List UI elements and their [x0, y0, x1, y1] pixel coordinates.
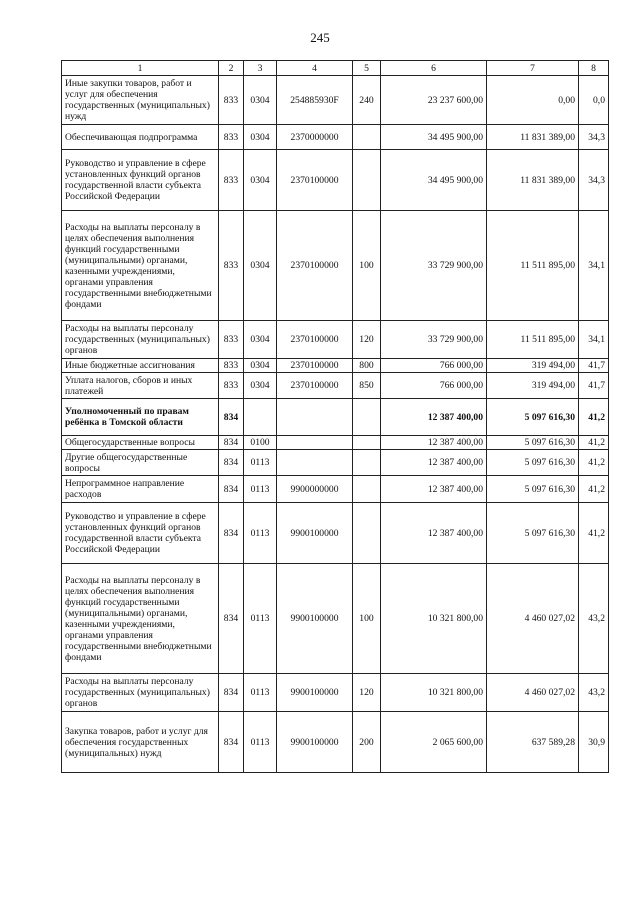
table-row — [62, 321, 609, 359]
cell-admin-code: 833 — [219, 211, 244, 321]
cell-section-code: 0304 — [244, 150, 277, 211]
cell-percent: 43,2 — [579, 674, 609, 712]
cell-target-article — [277, 436, 353, 450]
cell-admin-code: 834 — [219, 399, 244, 436]
page-number: 245 — [310, 30, 330, 45]
cell-section-code: 0304 — [244, 125, 277, 150]
cell-actual-amount: 11 511 895,00 — [487, 211, 579, 321]
cell-admin-code: 833 — [219, 125, 244, 150]
cell-target-article: 2370100000 — [277, 373, 353, 399]
cell-plan-amount: 10 321 800,00 — [381, 564, 487, 674]
cell-actual-amount: 11 511 895,00 — [487, 321, 579, 359]
cell-plan-amount: 12 387 400,00 — [381, 503, 487, 564]
cell-admin-code: 834 — [219, 564, 244, 674]
cell-admin-code: 834 — [219, 503, 244, 564]
cell-actual-amount: 5 097 616,30 — [487, 503, 579, 564]
budget-table — [61, 60, 609, 773]
table-row — [62, 359, 609, 373]
cell-target-article: 2370100000 — [277, 211, 353, 321]
cell-plan-amount: 34 495 900,00 — [381, 125, 487, 150]
table-row — [62, 712, 609, 773]
cell-plan-amount: 766 000,00 — [381, 373, 487, 399]
cell-actual-amount: 5 097 616,30 — [487, 450, 579, 476]
cell-admin-code: 833 — [219, 321, 244, 359]
table-row — [62, 674, 609, 712]
cell-percent: 34,1 — [579, 211, 609, 321]
col-header-1: 1 — [62, 61, 219, 76]
cell-section-code: 0304 — [244, 76, 277, 125]
cell-expense-type — [353, 436, 381, 450]
cell-target-article — [277, 450, 353, 476]
cell-percent: 41,2 — [579, 503, 609, 564]
cell-actual-amount: 0,00 — [487, 76, 579, 125]
cell-target-article: 2370100000 — [277, 150, 353, 211]
cell-percent: 0,0 — [579, 76, 609, 125]
cell-target-article: 9900100000 — [277, 674, 353, 712]
row-name: Другие общегосударственные вопросы — [62, 450, 219, 476]
cell-section-code: 0113 — [244, 450, 277, 476]
cell-plan-amount: 2 065 600,00 — [381, 712, 487, 773]
cell-section-code: 0304 — [244, 359, 277, 373]
row-name: Руководство и управление в сфере установленных функций органов государственной власти субъекта Российской Федерации — [62, 150, 219, 211]
cell-expense-type: 100 — [353, 564, 381, 674]
cell-expense-type — [353, 476, 381, 503]
cell-percent: 30,9 — [579, 712, 609, 773]
cell-admin-code: 834 — [219, 674, 244, 712]
cell-actual-amount: 319 494,00 — [487, 373, 579, 399]
cell-plan-amount: 10 321 800,00 — [381, 674, 487, 712]
cell-plan-amount: 12 387 400,00 — [381, 476, 487, 503]
row-name: Общегосударственные вопросы — [62, 436, 219, 450]
cell-section-code: 0304 — [244, 321, 277, 359]
cell-expense-type — [353, 150, 381, 211]
cell-expense-type — [353, 125, 381, 150]
cell-expense-type — [353, 450, 381, 476]
cell-admin-code: 834 — [219, 476, 244, 503]
table-row — [62, 503, 609, 564]
cell-admin-code: 833 — [219, 150, 244, 211]
cell-target-article: 9900100000 — [277, 564, 353, 674]
cell-plan-amount: 34 495 900,00 — [381, 150, 487, 211]
cell-target-article: 9900000000 — [277, 476, 353, 503]
table-row-subtotal — [62, 399, 609, 436]
cell-actual-amount: 4 460 027,02 — [487, 674, 579, 712]
row-name: Иные закупки товаров, работ и услуг для обеспечения государственных (муниципальных) нужд — [62, 76, 219, 125]
cell-section-code: 0304 — [244, 373, 277, 399]
table-row — [62, 450, 609, 476]
cell-target-article: 2370000000 — [277, 125, 353, 150]
col-header-3: 3 — [244, 61, 277, 76]
cell-plan-amount: 23 237 600,00 — [381, 76, 487, 125]
row-name: Закупка товаров, работ и услуг для обеспечения государственных (муниципальных) нужд — [62, 712, 219, 773]
row-name: Руководство и управление в сфере установленных функций органов государственной власти субъекта Российской Федерации — [62, 503, 219, 564]
cell-expense-type: 120 — [353, 674, 381, 712]
cell-section-code: 0113 — [244, 476, 277, 503]
cell-plan-amount: 33 729 900,00 — [381, 211, 487, 321]
cell-target-article: 9900100000 — [277, 503, 353, 564]
col-header-5: 5 — [353, 61, 381, 76]
cell-admin-code: 834 — [219, 450, 244, 476]
cell-admin-code: 834 — [219, 712, 244, 773]
cell-plan-amount: 33 729 900,00 — [381, 321, 487, 359]
row-name: Расходы на выплаты персоналу государственных (муниципальных) органов — [62, 321, 219, 359]
table-row — [62, 125, 609, 150]
cell-expense-type: 120 — [353, 321, 381, 359]
cell-percent: 41,7 — [579, 359, 609, 373]
table-row — [62, 564, 609, 674]
cell-percent: 41,7 — [579, 373, 609, 399]
cell-section-code: 0304 — [244, 211, 277, 321]
cell-target-article: 9900100000 — [277, 712, 353, 773]
cell-section-code: 0100 — [244, 436, 277, 450]
cell-percent: 34,3 — [579, 150, 609, 211]
cell-plan-amount: 766 000,00 — [381, 359, 487, 373]
cell-expense-type — [353, 399, 381, 436]
cell-actual-amount: 4 460 027,02 — [487, 564, 579, 674]
col-header-2: 2 — [219, 61, 244, 76]
row-name: Непрограммное направление расходов — [62, 476, 219, 503]
cell-percent: 43,2 — [579, 564, 609, 674]
cell-expense-type: 100 — [353, 211, 381, 321]
col-header-8: 8 — [579, 61, 609, 76]
row-name: Иные бюджетные ассигнования — [62, 359, 219, 373]
row-name: Обеспечивающая подпрограмма — [62, 125, 219, 150]
cell-percent: 34,3 — [579, 125, 609, 150]
row-name: Расходы на выплаты персоналу в целях обеспечения выполнения функций государственными (муниципальными) органами, казенными учреждениями, органами управления государственными внебюджетными фондами — [62, 211, 219, 321]
cell-target-article: 2370100000 — [277, 321, 353, 359]
table-row — [62, 211, 609, 321]
cell-percent: 41,2 — [579, 436, 609, 450]
cell-expense-type: 850 — [353, 373, 381, 399]
cell-percent: 41,2 — [579, 450, 609, 476]
cell-actual-amount: 11 831 389,00 — [487, 125, 579, 150]
cell-expense-type: 800 — [353, 359, 381, 373]
cell-section-code: 0113 — [244, 674, 277, 712]
cell-actual-amount: 319 494,00 — [487, 359, 579, 373]
cell-actual-amount: 11 831 389,00 — [487, 150, 579, 211]
cell-actual-amount: 5 097 616,30 — [487, 436, 579, 450]
cell-admin-code: 833 — [219, 359, 244, 373]
row-name: Уплата налогов, сборов и иных платежей — [62, 373, 219, 399]
cell-target-article: 254885930F — [277, 76, 353, 125]
cell-section-code: 0113 — [244, 564, 277, 674]
table-row — [62, 373, 609, 399]
table-row — [62, 76, 609, 125]
cell-admin-code: 834 — [219, 436, 244, 450]
cell-section-code: 0113 — [244, 503, 277, 564]
cell-actual-amount: 5 097 616,30 — [487, 476, 579, 503]
cell-admin-code: 833 — [219, 373, 244, 399]
cell-section-code — [244, 399, 277, 436]
cell-target-article — [277, 399, 353, 436]
cell-plan-amount: 12 387 400,00 — [381, 450, 487, 476]
row-name: Уполномоченный по правам ребёнка в Томской области — [62, 399, 219, 436]
col-header-7: 7 — [487, 61, 579, 76]
cell-plan-amount: 12 387 400,00 — [381, 399, 487, 436]
cell-section-code: 0113 — [244, 712, 277, 773]
cell-target-article: 2370100000 — [277, 359, 353, 373]
header-row — [62, 61, 609, 76]
table-row — [62, 150, 609, 211]
cell-expense-type — [353, 503, 381, 564]
cell-percent: 41,2 — [579, 399, 609, 436]
cell-admin-code: 833 — [219, 76, 244, 125]
cell-actual-amount: 637 589,28 — [487, 712, 579, 773]
cell-plan-amount: 12 387 400,00 — [381, 436, 487, 450]
cell-expense-type: 200 — [353, 712, 381, 773]
cell-percent: 41,2 — [579, 476, 609, 503]
cell-percent: 34,1 — [579, 321, 609, 359]
table-row — [62, 476, 609, 503]
row-name: Расходы на выплаты персоналу в целях обеспечения выполнения функций государственными (муниципальными) органами, казенными учреждениями, органами управления государственными внебюджетными фондами — [62, 564, 219, 674]
col-header-6: 6 — [381, 61, 487, 76]
cell-actual-amount: 5 097 616,30 — [487, 399, 579, 436]
table-row — [62, 436, 609, 450]
cell-expense-type: 240 — [353, 76, 381, 125]
col-header-4: 4 — [277, 61, 353, 76]
row-name: Расходы на выплаты персоналу государственных (муниципальных) органов — [62, 674, 219, 712]
